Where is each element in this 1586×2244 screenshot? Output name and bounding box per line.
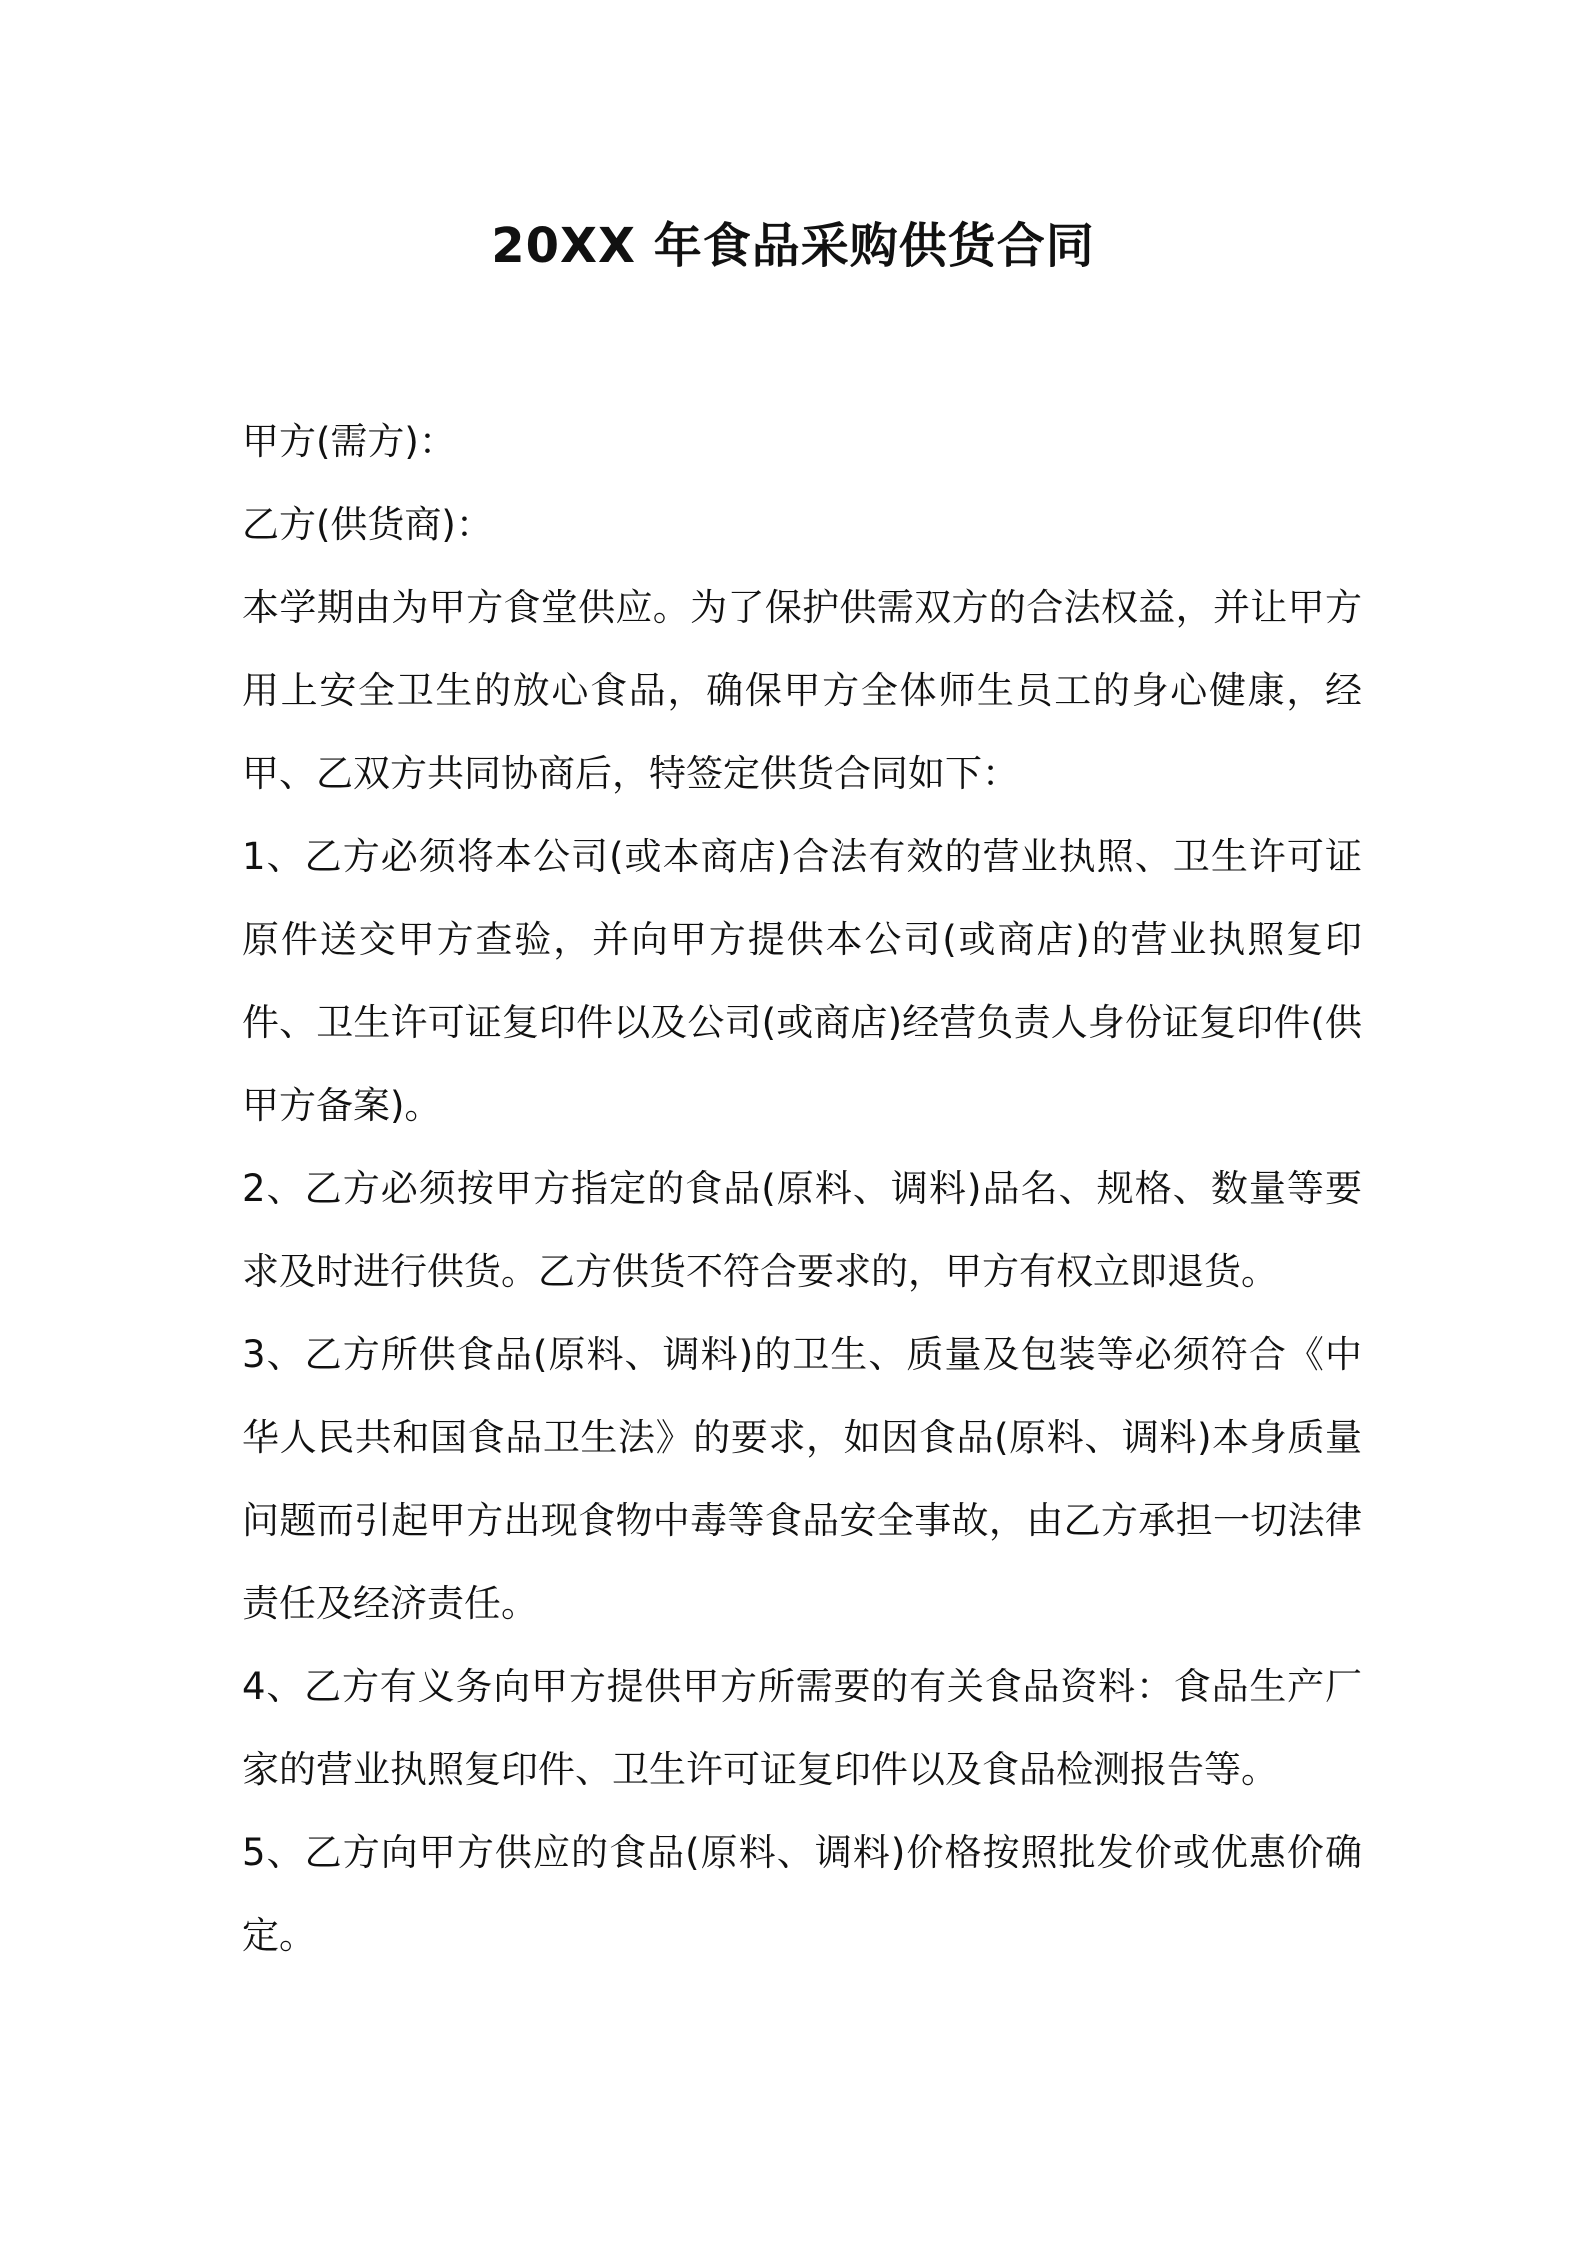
document-title: 20XX 年食品采购供货合同 bbox=[491, 218, 1095, 274]
party-a-line: 甲方(需方)： bbox=[242, 420, 456, 463]
clause-3: 3、乙方所供食品(原料、调料)的卫生、质量及包装等必须符合《中华人民共和国食品卫生法》的要求，如因食品(原料、调料)本身质量问题而引起甲方出现食物中毒等食品安全事故，由乙方承担一切法律责任及经济责任。 bbox=[242, 1333, 1362, 1625]
clause-1: 1、乙方必须将本公司(或本商店)合法有效的营业执照、卫生许可证原件送交甲方查验，并向甲方提供本公司(或商店)的营业执照复印件、卫生许可证复印件以及公司(或商店)经营负责人身份证复印件(供甲方备案)。 bbox=[242, 835, 1362, 1127]
intro-paragraph: 本学期由为甲方食堂供应。为了保护供需双方的合法权益，并让甲方用上安全卫生的放心食品，确保甲方全体师生员工的身心健康，经甲、乙双方共同协商后，特签定供货合同如下： bbox=[242, 586, 1362, 795]
clause-4: 4、乙方有义务向甲方提供甲方所需要的有关食品资料：食品生产厂家的营业执照复印件、卫生许可证复印件以及食品检测报告等。 bbox=[242, 1665, 1362, 1791]
document-body bbox=[242, 400, 1362, 1977]
clause-2: 2、乙方必须按甲方指定的食品(原料、调料)品名、规格、数量等要求及时进行供货。乙方供货不符合要求的，甲方有权立即退货。 bbox=[242, 1167, 1362, 1293]
party-b-line: 乙方(供货商)： bbox=[242, 503, 493, 546]
clause-5: 5、乙方向甲方供应的食品(原料、调料)价格按照批发价或优惠价确定。 bbox=[242, 1831, 1362, 1957]
